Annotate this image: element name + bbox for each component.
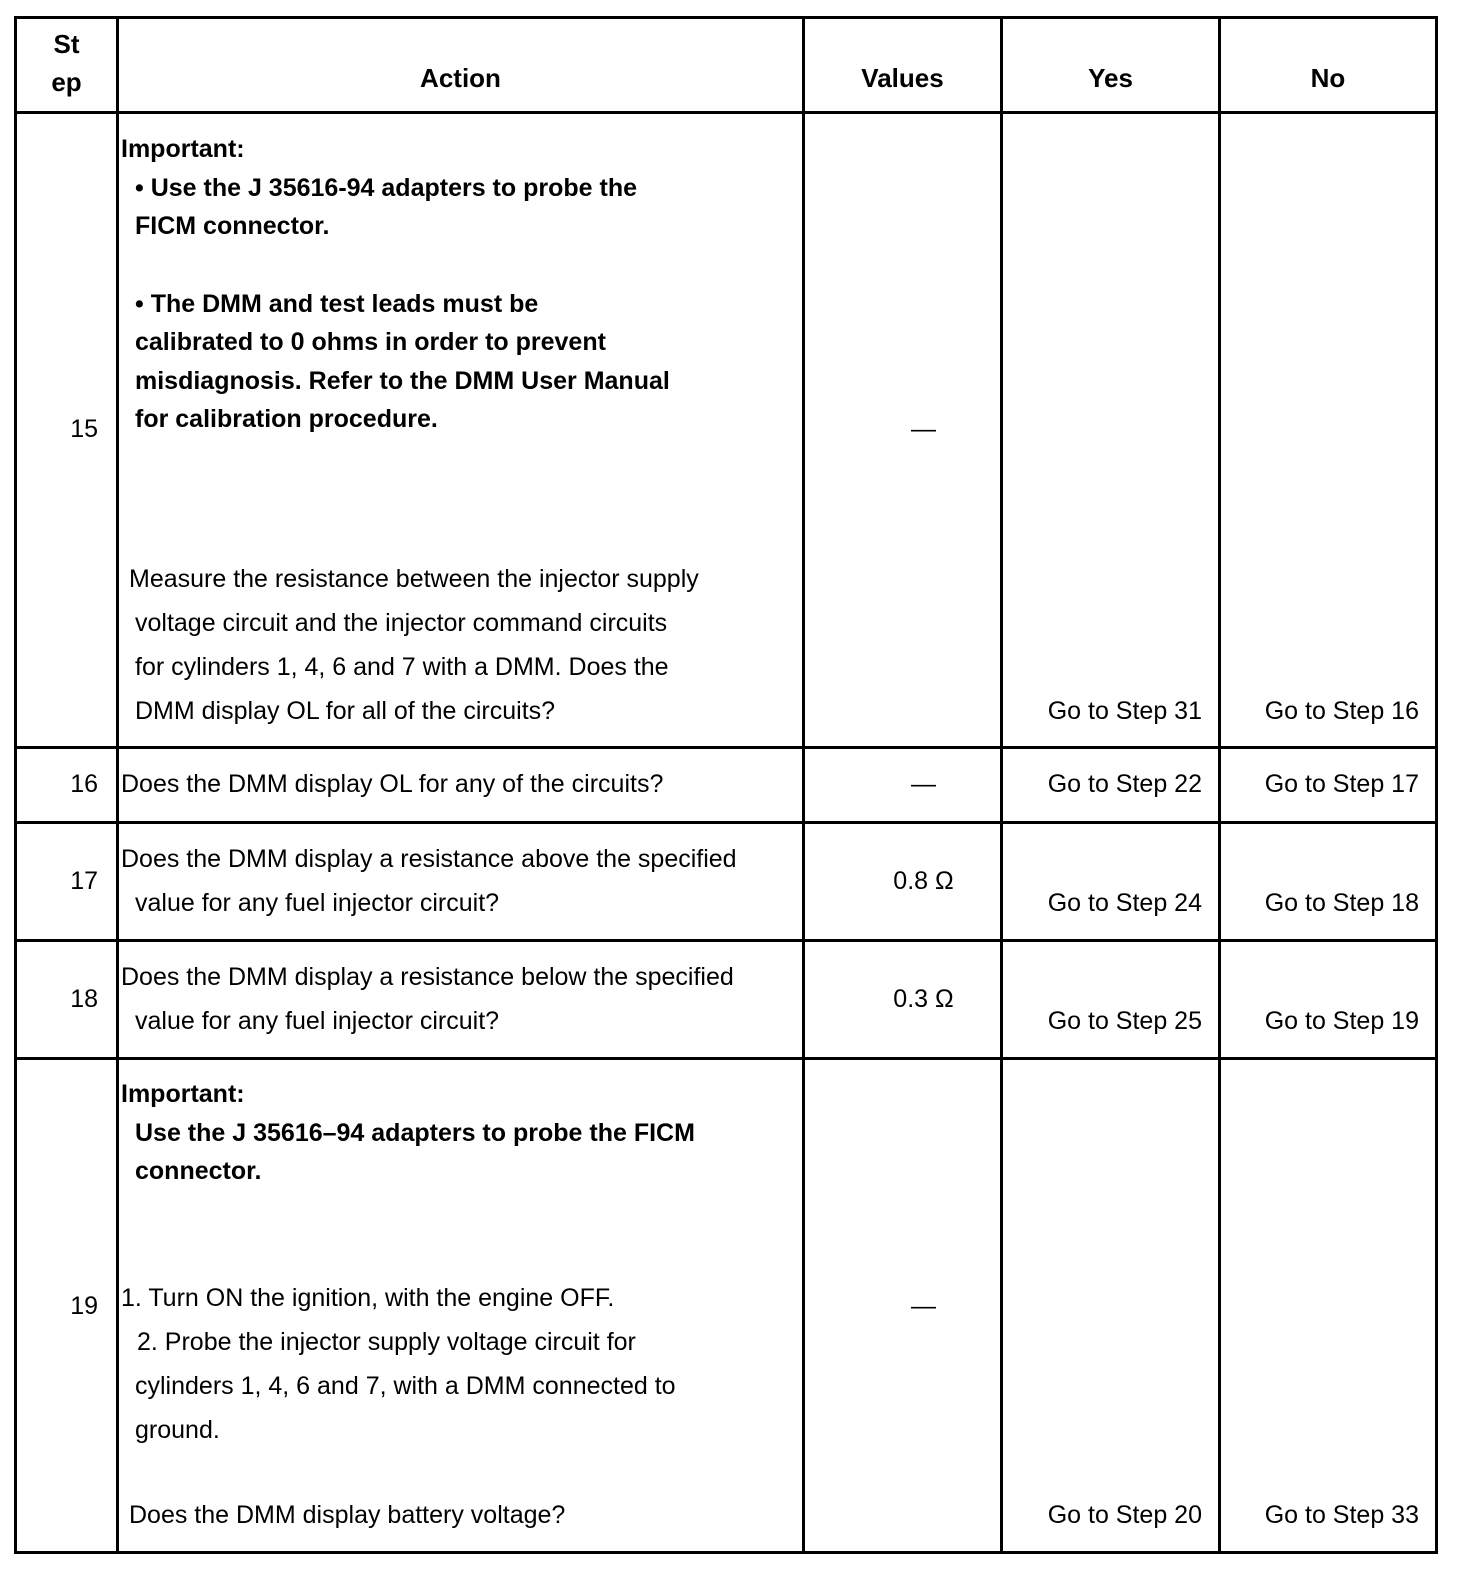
action-text: misdiagnosis. Refer to the DMM User Manual: [135, 367, 670, 395]
action-text: FICM connector.: [135, 212, 330, 240]
yes-goto: Go to Step 25: [1047, 1007, 1202, 1035]
action-text: cylinders 1, 4, 6 and 7, with a DMM connected to: [135, 1372, 676, 1400]
action-text: Does the DMM display a resistance below the specified: [121, 963, 734, 991]
action-text: voltage circuit and the injector command circuits: [135, 609, 668, 637]
action-cell: [119, 114, 805, 746]
yes-goto: Go to Step 31: [1047, 697, 1202, 725]
yes-goto: Go to Step 20: [1047, 1501, 1202, 1529]
no-cell: [1221, 749, 1435, 821]
yes-cell: [1003, 114, 1221, 746]
yes-goto: Go to Step 22: [1047, 770, 1202, 798]
action-text: Use the J 35616–94 adapters to probe the FICM: [135, 1119, 695, 1147]
no-cell: [1221, 824, 1435, 939]
action-text: connector.: [135, 1157, 262, 1185]
yes-cell: [1003, 824, 1221, 939]
action-text: for calibration procedure.: [135, 405, 438, 433]
important-label: Important:: [121, 135, 245, 163]
header-values-cell: [805, 19, 1003, 111]
action-text: Measure the resistance between the injector supply: [129, 565, 699, 593]
action-text: value for any fuel injector circuit?: [135, 889, 500, 917]
header-step: [17, 25, 116, 101]
value-text: —: [911, 415, 936, 443]
step-number: 17: [70, 867, 98, 895]
header-no-cell: [1221, 19, 1435, 111]
action-text: Does the DMM display battery voltage?: [129, 1501, 566, 1529]
yes-cell: [1003, 1060, 1221, 1551]
action-text: for cylinders 1, 4, 6 and 7 with a DMM. Does the: [135, 653, 669, 681]
header-no: No: [1310, 63, 1346, 93]
header-step-cell: [17, 19, 119, 111]
no-goto: Go to Step 19: [1264, 1007, 1419, 1035]
values-cell: [805, 114, 1003, 746]
step-cell: [17, 749, 119, 821]
step-cell: [17, 824, 119, 939]
header-step-line1: St: [53, 29, 80, 59]
value-text: 0.8 Ω: [893, 867, 954, 895]
action-text: Does the DMM display a resistance above the specified: [121, 845, 737, 873]
diagnostic-table: [14, 16, 1438, 1554]
header-action-cell: [119, 19, 805, 111]
action-text: calibrated to 0 ohms in order to prevent: [135, 328, 606, 356]
table-row: [17, 749, 1435, 824]
step-number: 18: [70, 985, 98, 1013]
step-number: 16: [70, 770, 98, 798]
yes-cell: [1003, 942, 1221, 1057]
header-step-line2: ep: [51, 67, 82, 97]
no-goto: Go to Step 18: [1264, 889, 1419, 917]
step-cell: [17, 114, 119, 746]
action-cell: [119, 824, 805, 939]
header-action: Action: [420, 63, 501, 93]
no-goto: Go to Step 33: [1264, 1501, 1419, 1529]
yes-cell: [1003, 749, 1221, 821]
action-cell: [119, 1060, 805, 1551]
step-cell: [17, 942, 119, 1057]
action-text: ground.: [135, 1416, 220, 1444]
no-goto: Go to Step 17: [1264, 770, 1419, 798]
table-row: [17, 942, 1435, 1060]
action-text: 1. Turn ON the ignition, with the engine OFF.: [121, 1284, 615, 1312]
values-cell: [805, 749, 1003, 821]
action-text: Does the DMM display OL for any of the circuits?: [121, 770, 664, 798]
no-cell: [1221, 114, 1435, 746]
header-yes: Yes: [1088, 63, 1133, 93]
table-row: [17, 1060, 1435, 1551]
value-text: —: [911, 770, 936, 798]
action-text: • Use the J 35616-94 adapters to probe the: [135, 174, 637, 202]
action-text: • The DMM and test leads must be: [135, 290, 539, 318]
table-header-row: [17, 19, 1435, 114]
yes-goto: Go to Step 24: [1047, 889, 1202, 917]
table-row: [17, 114, 1435, 749]
important-label: Important:: [121, 1080, 245, 1108]
action-text: DMM display OL for all of the circuits?: [135, 697, 556, 725]
step-number: 15: [70, 415, 98, 443]
action-text: 2. Probe the injector supply voltage circuit for: [137, 1328, 636, 1356]
table-row: [17, 824, 1435, 942]
value-text: —: [911, 1292, 936, 1320]
header-values: Values: [861, 63, 944, 93]
action-cell: [119, 749, 805, 821]
action-cell: [119, 942, 805, 1057]
value-text: 0.3 Ω: [893, 985, 954, 1013]
step-number: 19: [70, 1292, 98, 1320]
values-cell: [805, 1060, 1003, 1551]
no-cell: [1221, 942, 1435, 1057]
step-cell: [17, 1060, 119, 1551]
header-yes-cell: [1003, 19, 1221, 111]
no-cell: [1221, 1060, 1435, 1551]
values-cell: [805, 824, 1003, 939]
action-text: value for any fuel injector circuit?: [135, 1007, 500, 1035]
values-cell: [805, 942, 1003, 1057]
no-goto: Go to Step 16: [1264, 697, 1419, 725]
